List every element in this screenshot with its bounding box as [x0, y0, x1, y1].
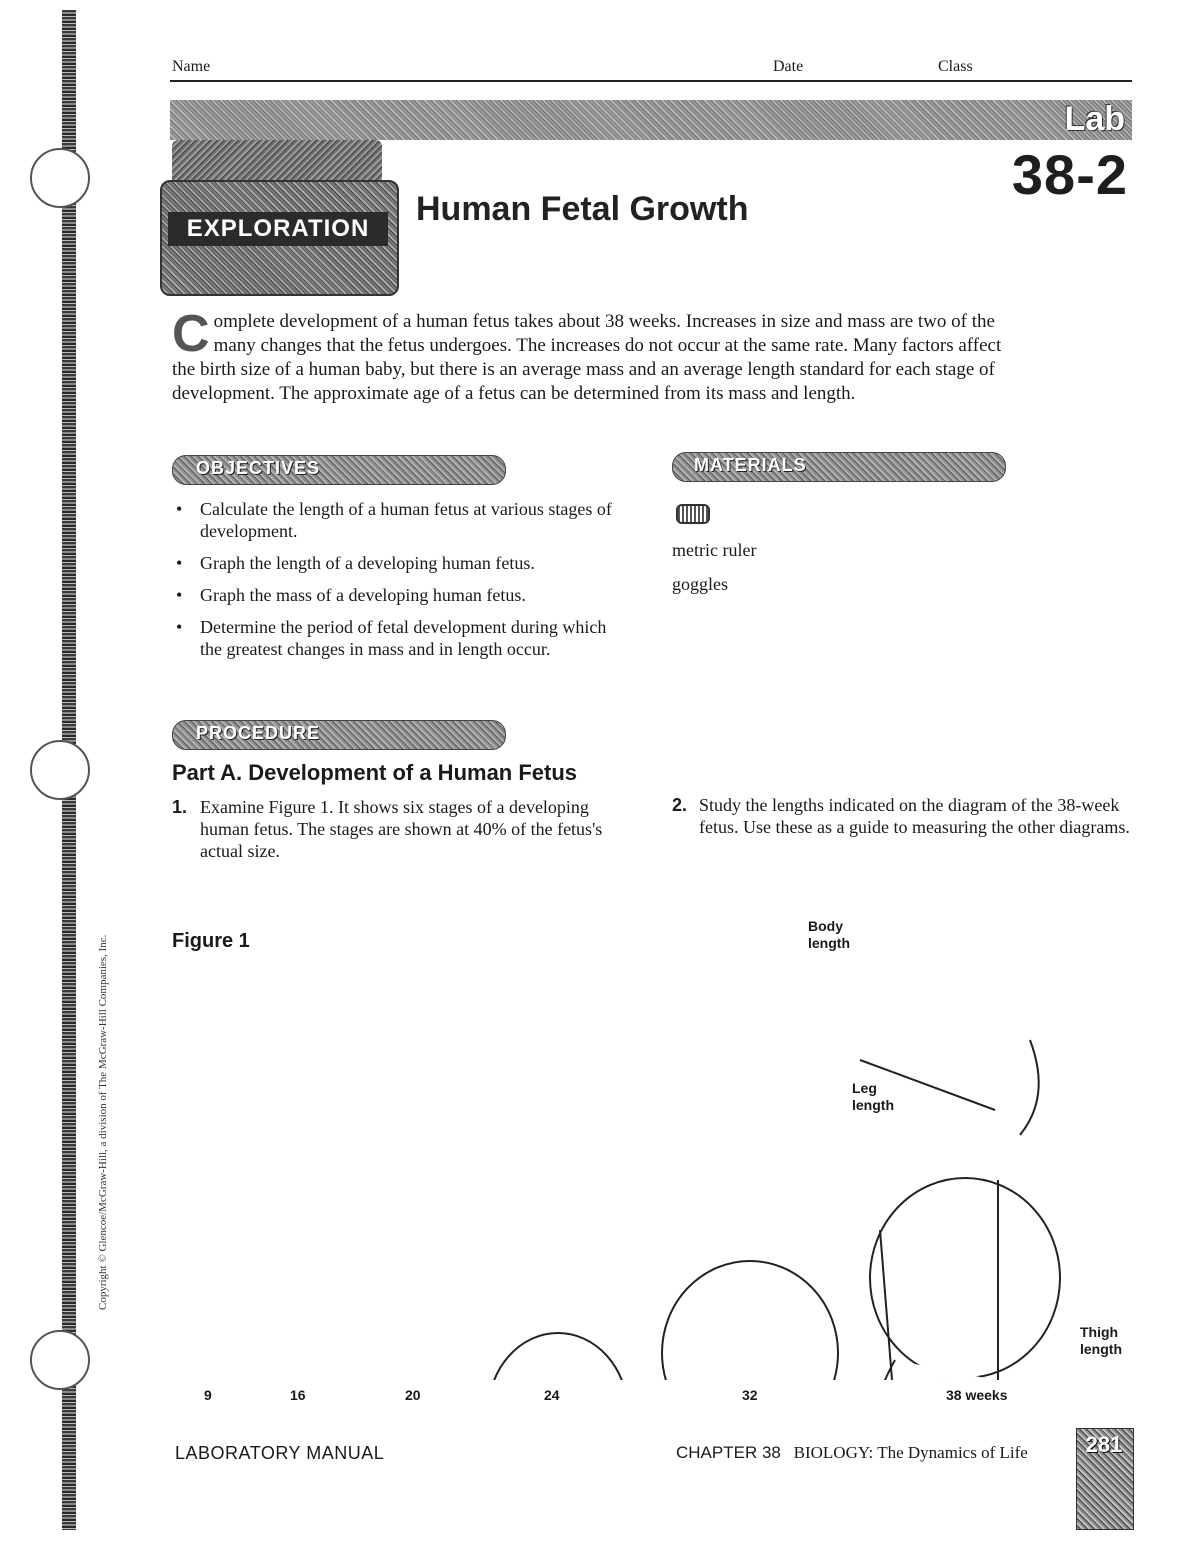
class-label: Class — [938, 58, 973, 75]
objectives-heading: OBJECTIVES — [196, 458, 321, 478]
stage-label: 38 weeks — [946, 1387, 1008, 1403]
stage-label: 9 — [204, 1387, 212, 1403]
fetus-32-weeks — [658, 1261, 846, 1380]
step-text: Examine Figure 1. It shows six stages of a developing human fetus. The stages are shown at 40% of the fetus's actual size. — [200, 797, 603, 861]
body-length-label: Body length — [808, 918, 850, 951]
footer-manual: LABORATORY MANUAL — [175, 1443, 385, 1463]
figure-label: Figure 1 — [172, 930, 250, 952]
page-number: 281 — [1085, 1432, 1123, 1457]
leg-length-label: Leg length — [852, 1080, 894, 1113]
stage-label: 32 — [742, 1387, 758, 1403]
drop-cap: C — [172, 305, 210, 363]
objectives-list — [172, 498, 612, 670]
name-label: Name — [172, 58, 211, 75]
stage-label: 20 — [405, 1387, 421, 1403]
objective-item: • Graph the length of a developing human fetus. — [172, 552, 612, 574]
binder-hole — [30, 1330, 90, 1390]
materials-heading: MATERIALS — [694, 455, 807, 475]
material-item: metric ruler — [672, 540, 757, 560]
date-label: Date — [773, 58, 804, 75]
binder-hole — [30, 740, 90, 800]
footer-book-title: BIOLOGY: The Dynamics of Life — [793, 1443, 1028, 1462]
intro-paragraph — [172, 305, 1002, 406]
header-rule — [170, 80, 1132, 82]
thigh-length-label: Thigh length — [1080, 1324, 1122, 1357]
footer-chapter: CHAPTER 38 — [676, 1443, 781, 1462]
lab-number: 38-2 — [1011, 143, 1128, 206]
page-title: Human Fetal Growth — [416, 190, 749, 228]
step-number: 2. — [672, 795, 688, 815]
fetus-38-weeks — [858, 1178, 1083, 1380]
exploration-label: EXPLORATION — [168, 212, 388, 246]
intro-text: omplete development of a human fetus takes about 38 weeks. Increases in size and mass are two of the many changes that the fetus undergoes. The increases do not occur at the same rate. Many factors affect the birth size of a human baby, but there is an average mass and an average length standard for each stage of development. The approximate age of a fetus can be determined from its mass and length. — [172, 311, 1002, 404]
step-text: Study the lengths indicated on the diagram of the 38-week fetus. Use these as a guide to measuring the other diagrams. — [699, 795, 1130, 837]
lab-word: Lab — [1064, 100, 1125, 138]
objective-item: • Graph the mass of a developing human fetus. — [172, 584, 612, 606]
objective-item: • Determine the period of fetal development during which the greatest changes in mass and in length occur. — [172, 616, 612, 660]
fetal-growth-figure — [150, 880, 1150, 1380]
badge-top — [172, 140, 382, 184]
procedure-step — [172, 796, 612, 862]
stage-label: 24 — [544, 1387, 560, 1403]
footer-book — [676, 1443, 1028, 1463]
lab-banner — [170, 100, 1132, 140]
binder-hole — [30, 148, 90, 208]
objective-item: • Calculate the length of a human fetus at various stages of development. — [172, 498, 612, 542]
goggles-icon — [676, 504, 710, 524]
procedure-heading: PROCEDURE — [196, 723, 321, 743]
fetus-24-weeks — [485, 1333, 630, 1380]
stage-label: 16 — [290, 1387, 306, 1403]
step-number: 1. — [172, 797, 188, 817]
part-title: Part A. Development of a Human Fetus — [172, 760, 578, 785]
material-item: goggles — [672, 574, 728, 594]
copyright-notice: Copyright © Glencoe/McGraw-Hill, a division of The McGraw-Hill Companies, Inc. — [97, 934, 109, 1310]
annotation-arrow — [1020, 1040, 1039, 1135]
procedure-step — [672, 794, 1134, 838]
